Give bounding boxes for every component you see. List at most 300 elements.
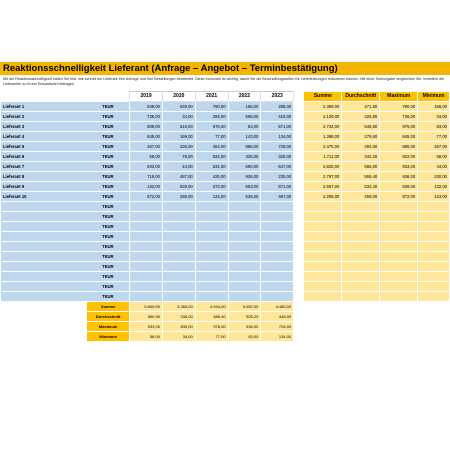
summary-value[interactable]: 63,00 xyxy=(228,332,261,342)
stat-cell[interactable] xyxy=(342,242,380,252)
row-spacer xyxy=(418,312,450,322)
value-cell[interactable]: 736,00 xyxy=(130,112,163,122)
value-cell[interactable]: 719,00 xyxy=(130,172,163,182)
summary-value[interactable]: 936,00 xyxy=(228,322,261,332)
table-body xyxy=(1,102,450,302)
stat-cell[interactable] xyxy=(380,272,418,282)
row-spacer xyxy=(418,302,450,312)
row-spacer xyxy=(1,302,87,312)
value-cell[interactable] xyxy=(162,242,195,252)
supplier-name[interactable]: Lieferant 8 xyxy=(1,172,87,182)
year-header[interactable]: 2020 xyxy=(162,92,195,102)
value-cell[interactable]: 780,00 xyxy=(195,102,228,112)
value-cell[interactable] xyxy=(195,232,228,242)
stat-cell[interactable]: 2.359,00 xyxy=(304,102,342,112)
header-row xyxy=(1,92,450,102)
value-cell[interactable] xyxy=(130,262,163,272)
stat-header[interactable]: Minimum xyxy=(418,92,450,102)
value-cell[interactable]: 123,00 xyxy=(195,192,228,202)
supplier-name[interactable]: Lieferant 9 xyxy=(1,182,87,192)
value-cell[interactable] xyxy=(261,202,294,212)
table-row xyxy=(1,192,450,202)
supplier-name[interactable] xyxy=(1,262,87,272)
stat-cell[interactable] xyxy=(342,292,380,302)
value-cell[interactable] xyxy=(162,202,195,212)
header-spacer xyxy=(87,92,130,102)
unit-label[interactable]: TEUR xyxy=(87,102,130,112)
stat-cell[interactable] xyxy=(380,262,418,272)
summary-value[interactable]: 448,00 xyxy=(261,312,294,322)
unit-label[interactable]: TEUR xyxy=(87,152,130,162)
unit-label[interactable]: TEUR xyxy=(87,142,130,152)
gap-cell xyxy=(294,222,304,232)
value-cell[interactable]: 77,00 xyxy=(195,132,228,142)
value-cell[interactable] xyxy=(261,252,294,262)
row-spacer xyxy=(294,322,304,332)
value-cell[interactable]: 167,00 xyxy=(130,142,163,152)
value-cell[interactable] xyxy=(195,212,228,222)
stat-cell[interactable]: 132,00 xyxy=(418,182,450,192)
unit-label[interactable]: TEUR xyxy=(87,262,130,272)
stat-cell[interactable] xyxy=(380,232,418,242)
stat-cell[interactable] xyxy=(418,282,450,292)
value-cell[interactable]: 545,00 xyxy=(228,192,261,202)
value-cell[interactable]: 922,00 xyxy=(195,152,228,162)
stat-cell[interactable]: 1.398,00 xyxy=(304,132,342,142)
table-row xyxy=(1,102,450,112)
value-cell[interactable]: 156,00 xyxy=(228,102,261,112)
stat-cell[interactable] xyxy=(418,222,450,232)
value-cell[interactable]: 199,00 xyxy=(162,132,195,142)
empty-row xyxy=(1,262,450,272)
value-cell[interactable]: 425,00 xyxy=(195,172,228,182)
summary-value[interactable]: 933,00 xyxy=(130,322,163,332)
value-cell[interactable]: 656,00 xyxy=(228,112,261,122)
value-cell[interactable]: 531,00 xyxy=(195,162,228,172)
value-cell[interactable] xyxy=(162,232,195,242)
supplier-name[interactable] xyxy=(1,272,87,282)
summary-label[interactable]: Summe xyxy=(87,302,130,312)
supplier-name[interactable] xyxy=(1,212,87,222)
summary-value[interactable]: 3.360,00 xyxy=(162,302,195,312)
value-cell[interactable]: 933,00 xyxy=(130,162,163,172)
stat-cell[interactable] xyxy=(418,232,450,242)
value-cell[interactable]: 34,00 xyxy=(162,112,195,122)
supplier-name[interactable]: Lieferant 4 xyxy=(1,132,87,142)
value-cell[interactable]: 132,00 xyxy=(130,182,163,192)
unit-label[interactable]: TEUR xyxy=(87,292,130,302)
spreadsheet xyxy=(0,62,450,342)
summary-value[interactable]: 5.609,00 xyxy=(130,302,163,312)
value-cell[interactable] xyxy=(130,252,163,262)
stat-cell[interactable]: 279,60 xyxy=(342,132,380,142)
value-cell[interactable] xyxy=(162,262,195,272)
stat-cell[interactable]: 471,80 xyxy=(342,102,380,112)
stat-cell[interactable] xyxy=(380,282,418,292)
value-cell[interactable]: 236,00 xyxy=(162,142,195,152)
stat-cell[interactable] xyxy=(304,222,342,232)
table-row xyxy=(1,122,450,132)
value-cell[interactable] xyxy=(130,202,163,212)
value-cell[interactable] xyxy=(162,282,195,292)
year-header[interactable]: 2023 xyxy=(261,92,294,102)
table-row xyxy=(1,152,450,162)
stat-header[interactable]: Summe xyxy=(304,92,342,102)
year-header[interactable]: 2019 xyxy=(130,92,163,102)
stat-cell[interactable]: 342,20 xyxy=(342,152,380,162)
value-cell[interactable] xyxy=(195,202,228,212)
stat-cell[interactable]: 565,00 xyxy=(342,162,380,172)
value-cell[interactable] xyxy=(228,252,261,262)
stat-cell[interactable] xyxy=(342,252,380,262)
stat-cell[interactable]: 494,00 xyxy=(342,142,380,152)
row-spacer xyxy=(342,302,380,312)
summary-value[interactable]: 34,00 xyxy=(162,332,195,342)
stat-cell[interactable]: 2.734,00 xyxy=(304,122,342,132)
summary-value[interactable]: 976,00 xyxy=(195,322,228,332)
supplier-name[interactable] xyxy=(1,292,87,302)
value-cell[interactable] xyxy=(261,282,294,292)
value-cell[interactable] xyxy=(195,292,228,302)
stat-cell[interactable]: 1.711,00 xyxy=(304,152,342,162)
value-cell[interactable]: 653,00 xyxy=(228,182,261,192)
value-cell[interactable] xyxy=(130,232,163,242)
stat-cell[interactable] xyxy=(380,212,418,222)
stat-cell[interactable]: 2.667,00 xyxy=(304,182,342,192)
stat-cell[interactable] xyxy=(304,282,342,292)
stat-cell[interactable] xyxy=(380,292,418,302)
supplier-name[interactable] xyxy=(1,282,87,292)
summary-row xyxy=(1,302,450,312)
value-cell[interactable]: 230,00 xyxy=(261,172,294,182)
sheet-description: Mit der Reaktionsschnelligkeit halten Sie fest, wie schnell ein Lieferant Ihre Anfrage und Ihre Bestellungen bearbeitet. Diese Kennzahl ist wichtig, damit Sie die Beschaffungszeiten für Lieferleistungen reduzieren können. Mit einer Sollvorgabe vergleichen Sie, inwiefern die Lieferanten zu Ihrem Einkaufsziel beitragen. xyxy=(3,77,445,87)
value-cell[interactable]: 284,00 xyxy=(195,112,228,122)
value-cell[interactable] xyxy=(195,252,228,262)
supplier-name[interactable] xyxy=(1,222,87,232)
value-cell[interactable]: 976,00 xyxy=(195,122,228,132)
stat-cell[interactable] xyxy=(380,242,418,252)
header-spacer xyxy=(1,92,87,102)
value-cell[interactable] xyxy=(162,252,195,262)
row-spacer xyxy=(342,322,380,332)
gap-cell xyxy=(294,272,304,282)
value-cell[interactable] xyxy=(228,292,261,302)
value-cell[interactable]: 885,00 xyxy=(228,142,261,152)
empty-row xyxy=(1,202,450,212)
stat-cell[interactable] xyxy=(380,252,418,262)
value-cell[interactable]: 539,00 xyxy=(130,102,163,112)
value-cell[interactable] xyxy=(228,212,261,222)
stat-cell[interactable]: 459,00 xyxy=(342,192,380,202)
stat-cell[interactable] xyxy=(342,222,380,232)
supplier-name[interactable]: Lieferant 1 xyxy=(1,102,87,112)
value-cell[interactable] xyxy=(261,262,294,272)
empty-row xyxy=(1,222,450,232)
summary-value[interactable]: 5.052,00 xyxy=(228,302,261,312)
value-cell[interactable] xyxy=(162,212,195,222)
stat-cell[interactable]: 167,00 xyxy=(418,142,450,152)
row-spacer xyxy=(1,332,87,342)
value-cell[interactable]: 78,00 xyxy=(162,152,195,162)
stat-cell[interactable]: 123,00 xyxy=(418,192,450,202)
stat-cell[interactable] xyxy=(418,242,450,252)
stat-header[interactable]: Durchschnitt xyxy=(342,92,380,102)
stat-cell[interactable]: 533,40 xyxy=(342,182,380,192)
value-cell[interactable]: 58,00 xyxy=(130,152,163,162)
unit-label[interactable]: TEUR xyxy=(87,122,130,132)
stat-cell[interactable]: 780,00 xyxy=(380,102,418,112)
value-cell[interactable] xyxy=(130,292,163,302)
value-cell[interactable] xyxy=(162,272,195,282)
supplier-name[interactable] xyxy=(1,242,87,252)
value-cell[interactable]: 454,00 xyxy=(195,142,228,152)
stat-cell[interactable]: 546,80 xyxy=(342,122,380,132)
stat-cell[interactable] xyxy=(304,242,342,252)
stat-cell[interactable] xyxy=(342,212,380,222)
value-cell[interactable]: 936,00 xyxy=(228,172,261,182)
stat-cell[interactable]: 230,00 xyxy=(418,172,450,182)
stat-cell[interactable]: 559,40 xyxy=(342,172,380,182)
value-cell[interactable]: 63,00 xyxy=(228,122,261,132)
supplier-name[interactable] xyxy=(1,232,87,242)
value-cell[interactable] xyxy=(195,242,228,252)
summary-value[interactable]: 58,00 xyxy=(130,332,163,342)
stat-cell[interactable] xyxy=(342,282,380,292)
value-cell[interactable]: 647,00 xyxy=(261,162,294,172)
stat-cell[interactable] xyxy=(342,202,380,212)
value-cell[interactable] xyxy=(130,222,163,232)
stat-cell[interactable]: 2.129,00 xyxy=(304,112,342,122)
value-cell[interactable]: 839,00 xyxy=(162,182,195,192)
value-cell[interactable]: 872,00 xyxy=(130,192,163,202)
supplier-name[interactable]: Lieferant 5 xyxy=(1,142,87,152)
value-cell[interactable] xyxy=(261,272,294,282)
supplier-name[interactable]: Lieferant 2 xyxy=(1,112,87,122)
stat-cell[interactable] xyxy=(342,272,380,282)
value-cell[interactable]: 467,00 xyxy=(261,192,294,202)
stat-cell[interactable]: 425,80 xyxy=(342,112,380,122)
supplier-name[interactable]: Lieferant 10 xyxy=(1,192,87,202)
value-cell[interactable] xyxy=(228,262,261,272)
stat-cell[interactable]: 845,00 xyxy=(380,132,418,142)
summary-value[interactable]: 77,00 xyxy=(195,332,228,342)
value-cell[interactable] xyxy=(130,282,163,292)
summary-label[interactable]: Minimum xyxy=(87,332,130,342)
value-cell[interactable]: 690,00 xyxy=(228,162,261,172)
gap-cell xyxy=(294,292,304,302)
value-cell[interactable]: 608,00 xyxy=(130,122,163,132)
row-spacer xyxy=(418,322,450,332)
summary-label[interactable]: Durchschnitt xyxy=(87,312,130,322)
stat-cell[interactable] xyxy=(304,292,342,302)
unit-label[interactable]: TEUR xyxy=(87,252,130,262)
unit-label[interactable]: TEUR xyxy=(87,212,130,222)
stat-cell[interactable] xyxy=(342,232,380,242)
value-cell[interactable] xyxy=(261,212,294,222)
stat-cell[interactable] xyxy=(304,252,342,262)
summary-value[interactable]: 728,00 xyxy=(261,322,294,332)
value-cell[interactable]: 143,00 xyxy=(228,132,261,142)
gap-cell xyxy=(294,262,304,272)
stat-cell[interactable]: 922,00 xyxy=(380,152,418,162)
stat-cell[interactable]: 736,00 xyxy=(380,112,418,122)
stat-cell[interactable] xyxy=(418,292,450,302)
stat-cell[interactable]: 976,00 xyxy=(380,122,418,132)
value-cell[interactable] xyxy=(162,222,195,232)
value-cell[interactable] xyxy=(228,282,261,292)
stat-cell[interactable]: 156,00 xyxy=(418,102,450,112)
stat-cell[interactable] xyxy=(418,202,450,212)
value-cell[interactable] xyxy=(228,272,261,282)
table-row xyxy=(1,112,450,122)
value-cell[interactable]: 325,00 xyxy=(228,152,261,162)
unit-label[interactable]: TEUR xyxy=(87,172,130,182)
stat-cell[interactable]: 77,00 xyxy=(418,132,450,142)
row-spacer xyxy=(342,332,380,342)
summary-row xyxy=(1,332,450,342)
stat-cell[interactable] xyxy=(418,252,450,262)
summary-value[interactable]: 4.480,00 xyxy=(261,302,294,312)
stat-cell[interactable]: 933,00 xyxy=(380,162,418,172)
supplier-name[interactable] xyxy=(1,202,87,212)
gap-cell xyxy=(294,162,304,172)
stat-cell[interactable]: 63,00 xyxy=(418,122,450,132)
stat-cell[interactable]: 58,00 xyxy=(418,152,450,162)
stat-cell[interactable] xyxy=(418,262,450,272)
summary-value[interactable]: 4.944,00 xyxy=(195,302,228,312)
stat-header[interactable]: Maximum xyxy=(380,92,418,102)
supplier-name[interactable]: Lieferant 3 xyxy=(1,122,87,132)
unit-label[interactable]: TEUR xyxy=(87,162,130,172)
value-cell[interactable] xyxy=(261,292,294,302)
stat-cell[interactable] xyxy=(380,202,418,212)
value-cell[interactable] xyxy=(195,272,228,282)
stat-cell[interactable]: 44,00 xyxy=(418,162,450,172)
value-cell[interactable]: 285,00 xyxy=(261,102,294,112)
summary-value[interactable]: 134,00 xyxy=(261,332,294,342)
row-spacer xyxy=(1,322,87,332)
value-cell[interactable] xyxy=(162,292,195,302)
stat-cell[interactable]: 839,00 xyxy=(380,182,418,192)
value-cell[interactable]: 134,00 xyxy=(261,132,294,142)
table-row xyxy=(1,172,450,182)
value-cell[interactable] xyxy=(228,222,261,232)
value-cell[interactable]: 44,00 xyxy=(162,162,195,172)
stat-cell[interactable]: 885,00 xyxy=(380,142,418,152)
value-cell[interactable] xyxy=(130,212,163,222)
stat-cell[interactable] xyxy=(418,212,450,222)
value-cell[interactable] xyxy=(195,262,228,272)
value-cell[interactable] xyxy=(228,232,261,242)
value-cell[interactable]: 639,00 xyxy=(162,102,195,112)
value-cell[interactable]: 288,00 xyxy=(162,192,195,202)
unit-label[interactable]: TEUR xyxy=(87,232,130,242)
gap-cell xyxy=(294,102,304,112)
stat-cell[interactable] xyxy=(304,202,342,212)
stat-cell[interactable]: 2.825,00 xyxy=(304,162,342,172)
value-cell[interactable]: 728,00 xyxy=(261,142,294,152)
value-cell[interactable] xyxy=(130,272,163,282)
value-cell[interactable] xyxy=(228,242,261,252)
summary-value[interactable]: 486,40 xyxy=(195,312,228,322)
value-cell[interactable]: 516,00 xyxy=(162,122,195,132)
unit-label[interactable]: TEUR xyxy=(87,272,130,282)
gap-cell xyxy=(294,252,304,262)
summary-value[interactable]: 560,90 xyxy=(130,312,163,322)
unit-label[interactable]: TEUR xyxy=(87,222,130,232)
value-cell[interactable]: 571,00 xyxy=(261,122,294,132)
value-cell[interactable] xyxy=(261,242,294,252)
year-header[interactable]: 2022 xyxy=(228,92,261,102)
stat-cell[interactable] xyxy=(418,272,450,282)
value-cell[interactable] xyxy=(261,222,294,232)
stat-cell[interactable]: 34,00 xyxy=(418,112,450,122)
stat-cell[interactable]: 2.797,00 xyxy=(304,172,342,182)
value-cell[interactable]: 372,00 xyxy=(195,182,228,192)
value-cell[interactable] xyxy=(130,242,163,252)
stat-cell[interactable] xyxy=(304,232,342,242)
stat-cell[interactable]: 872,00 xyxy=(380,192,418,202)
stat-cell[interactable]: 2.470,00 xyxy=(304,142,342,152)
table-row xyxy=(1,142,450,152)
empty-row xyxy=(1,282,450,292)
gap-cell xyxy=(294,212,304,222)
value-cell[interactable]: 845,00 xyxy=(130,132,163,142)
gap-cell xyxy=(294,192,304,202)
stat-cell[interactable] xyxy=(304,272,342,282)
unit-label[interactable]: TEUR xyxy=(87,132,130,142)
stat-cell[interactable] xyxy=(380,222,418,232)
value-cell[interactable]: 328,00 xyxy=(261,152,294,162)
summary-label[interactable]: Maximum xyxy=(87,322,130,332)
value-cell[interactable] xyxy=(261,232,294,242)
table-row xyxy=(1,182,450,192)
supplier-name[interactable]: Lieferant 7 xyxy=(1,162,87,172)
unit-label[interactable]: TEUR xyxy=(87,242,130,252)
unit-label[interactable]: TEUR xyxy=(87,202,130,212)
value-cell[interactable] xyxy=(195,282,228,292)
unit-label[interactable]: TEUR xyxy=(87,282,130,292)
stat-cell[interactable] xyxy=(304,262,342,272)
value-cell[interactable] xyxy=(195,222,228,232)
summary-value[interactable]: 839,00 xyxy=(162,322,195,332)
unit-label[interactable]: TEUR xyxy=(87,112,130,122)
row-spacer xyxy=(342,312,380,322)
sheet-title: Reaktionsschnelligkeit Lieferant (Anfrage – Angebot – Terminbestätigung) xyxy=(0,62,450,75)
value-cell[interactable]: 671,00 xyxy=(261,182,294,192)
stat-cell[interactable] xyxy=(304,212,342,222)
row-spacer xyxy=(294,312,304,322)
summary-value[interactable]: 336,00 xyxy=(162,312,195,322)
value-cell[interactable]: 487,00 xyxy=(162,172,195,182)
unit-label[interactable]: TEUR xyxy=(87,182,130,192)
supplier-name[interactable] xyxy=(1,252,87,262)
supplier-name[interactable]: Lieferant 6 xyxy=(1,152,87,162)
row-spacer xyxy=(304,332,342,342)
stat-cell[interactable]: 2.295,00 xyxy=(304,192,342,202)
summary-row xyxy=(1,322,450,332)
unit-label[interactable]: TEUR xyxy=(87,192,130,202)
value-cell[interactable] xyxy=(228,202,261,212)
stat-cell[interactable]: 936,00 xyxy=(380,172,418,182)
gap-cell xyxy=(294,172,304,182)
value-cell[interactable]: 419,00 xyxy=(261,112,294,122)
row-spacer xyxy=(380,332,418,342)
summary-value[interactable]: 505,20 xyxy=(228,312,261,322)
empty-row xyxy=(1,252,450,262)
stat-cell[interactable] xyxy=(342,262,380,272)
year-header[interactable]: 2021 xyxy=(195,92,228,102)
